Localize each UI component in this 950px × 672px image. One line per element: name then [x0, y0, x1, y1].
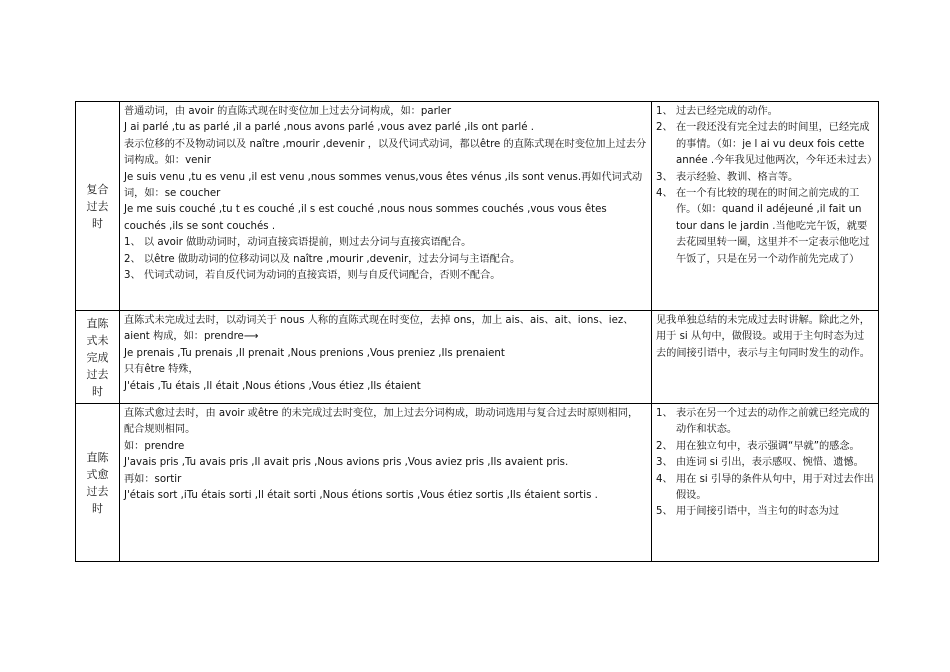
usage-cell [652, 404, 879, 562]
arrow-icon: ⟶ [243, 331, 259, 343]
rule-line: 2、 以être 做助动词的位移动词以及 naître ,mourir ,devenir，过去分词与主语配合。 [124, 253, 521, 265]
note-line: 只有être 特殊， [124, 364, 199, 376]
rule-line: 3、 代词式动词，若自反代词为动词的直接宾语，则与自反代词配合，否则不配合。 [124, 270, 501, 282]
list-item: 1、 过去已经完成的动作。 [656, 106, 778, 117]
list-item: 3、 由连词 si 引出，表示感叹、惋惜、遗憾。 [656, 457, 864, 469]
list-item: 4、 在一个有比较的现在的时间之前完成的工作。（如：quand il adéjeuné ,il fait un tour dans le jardin .当他吃完午饭，就要去花园里转一圈，这里并不一定表示他吃过午饭了，只是在另一个动作前先完成了） [656, 188, 870, 265]
tense-label-plus-que-parfait: 直陈 式愈 过去 时 [76, 404, 120, 562]
conjugation-line: J'avais pris ,Tu avais pris ,Il avait pris ,Nous avions pris ,Vous aviez pris ,Ils avaient pris. [124, 457, 569, 469]
formation-line: 普通动词，由 avoir 的直陈式现在时变位加上过去分词构成，如：parler [124, 106, 452, 117]
list-item: 5、 用于间接引语中，当主句的时态为过 [656, 506, 839, 518]
usage-cell [652, 102, 879, 311]
usage-cell [652, 311, 879, 404]
formation-cell [120, 311, 652, 404]
formation-cell [120, 404, 652, 562]
table-row [76, 311, 879, 404]
formation-line: 表示位移的不及物动词以及 naître ,mourir ,devenir ，以及代词式动词，都以être 的直陈式现在时变位加上过去分词构成。如：venir [124, 138, 647, 167]
tense-table [75, 101, 879, 562]
conjugation-line: Je prenais ,Tu prenais ,Il prenait ,Nous prenions ,Vous preniez ,Ils prenaient [124, 347, 505, 359]
conjugation-line: Je suis venu ,tu es venu ,il est venu ,nous sommes venus,vous êtes vénus ,ils sont venus.再如代词式动词，如：se coucher [124, 171, 643, 200]
conjugation-line: J ai parlé ,tu as parlé ,il a parlé ,nous avons parlé ,vous avez parlé ,ils ont parlé . [124, 122, 534, 134]
table-row [76, 102, 879, 311]
conjugation-line: Je me suis couché ,tu t es couché ,il s est couché ,nous nous sommes couchés ,vous vous êtes couchés ,ils se sont couchés . [124, 204, 607, 232]
conjugation-line: J'étais ,Tu étais ,Il était ,Nous étions ,Vous étiez ,Ils étaient [124, 380, 421, 392]
example-line: 再如：sortir [124, 473, 182, 485]
usage-text: 见我单独总结的未完成过去时讲解。除此之外，用于 si 从句中，做假设。或用于主句时态为过去的间接引语中，表示与主句同时发生的动作。 [656, 315, 870, 359]
list-item: 4、 用在 si 引导的条件从句中，用于对过去作出假设。 [656, 473, 874, 502]
table-row [76, 404, 879, 562]
tense-label-passe-compose: 复合 过去 时 [76, 102, 120, 311]
conjugation-line: J'étais sort ,iTu étais sorti ,Il était sorti ,Nous étions sortis ,Vous étiez sortis ,Ils étaient sortis . [124, 490, 598, 502]
list-item: 1、 表示在另一个过去的动作之前就已经完成的动作和状态。 [656, 408, 870, 436]
formation-cell [120, 102, 652, 311]
formation-line: 直陈式愈过去时，由 avoir 或être 的未完成过去时变位，加上过去分词构成，助动词选用与复合过去时原则相同，配合规则相同。 [124, 408, 639, 436]
list-item: 2、 在一段还没有完全过去的时间里，已经完成的事情。（如：je l ai vu deux fois cette année .今年我见过他两次，今年还未过去） [656, 122, 878, 167]
formation-line: 直陈式未完成过去时，以动词关于 nous 人称的直陈式现在时变位，去掉 ons，加上 ais、ais、ait、ions、iez、aient 构成，如：prendre [124, 315, 634, 343]
list-item: 2、 用在独立句中，表示强调“早就”的感念。 [656, 440, 860, 452]
rule-line: 1、 以 avoir 做助动词时，动词直接宾语提前，则过去分词与直接宾语配合。 [124, 237, 472, 249]
list-item: 3、 表示经验、教训、格言等。 [656, 171, 799, 183]
example-line: 如：prendre [124, 440, 185, 452]
tense-label-imparfait: 直陈 式未 完成 过去 时 [76, 311, 120, 404]
